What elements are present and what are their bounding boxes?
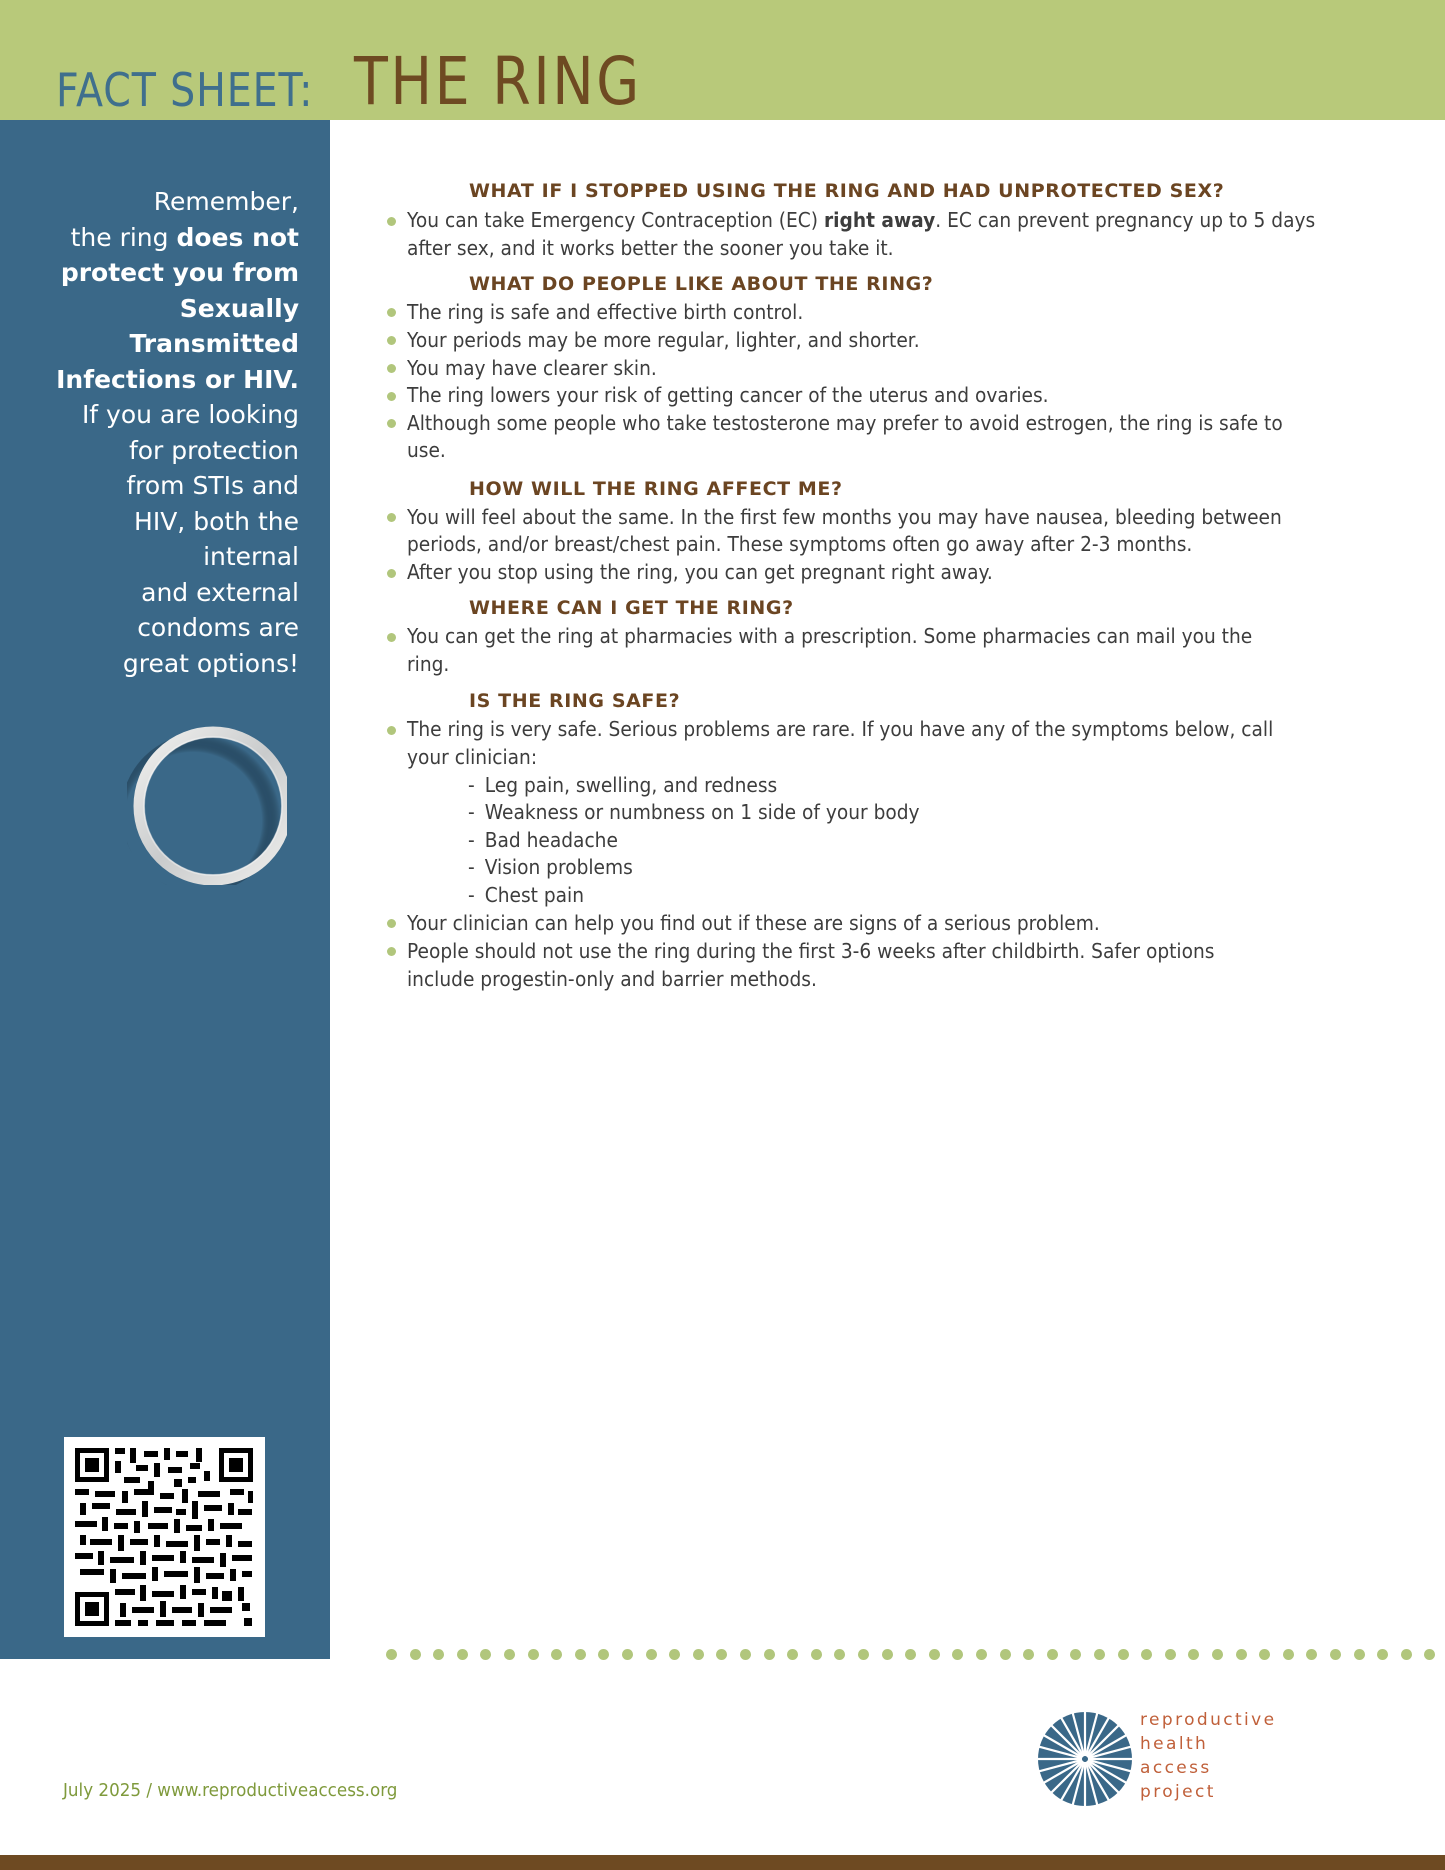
divider-dot [716,1649,727,1660]
bullet-icon [387,419,396,428]
dash-marker: - [468,855,475,879]
divider-dot [1283,1649,1294,1660]
dash-marker: - [468,883,475,907]
bullet-icon [387,947,396,956]
bullet-icon [387,633,396,642]
divider-dot [598,1649,609,1660]
sidebar-reminder [0,184,299,681]
bullet-line: Your clinician can help you find out if these are signs of a serious problem. [407,911,1100,935]
divider-dot [1212,1649,1223,1660]
bullet-line: your clinician: [407,745,538,769]
bullet-line: The ring is safe and effective birth control. [407,300,804,324]
divider-dot [551,1649,562,1660]
bullet-line: Your periods may be more regular, lighter, and shorter. [407,328,920,352]
divider-dot [1236,1649,1247,1660]
bullet-icon [387,569,396,578]
divider-dot [433,1649,444,1660]
divider-dot [1070,1649,1081,1660]
bullet-line: use. [407,438,446,462]
divider-dot [669,1649,680,1660]
sidebar-line: Transmitted [129,329,299,358]
footer-date-url[interactable]: July 2025 / www.reproductiveaccess.org [63,1780,398,1801]
sidebar-line: for protection [128,435,299,465]
section-heading: WHAT IF I STOPPED USING THE RING AND HAD UNPROTECTED SEX? [469,180,1225,202]
bullet-line: After you stop using the ring, you can get pregnant right away. [407,560,993,584]
sidebar-line: and external [141,577,299,607]
section-heading: HOW WILL THE RING AFFECT ME? [469,478,843,500]
divider-dot [457,1649,468,1660]
section-heading: IS THE RING SAFE? [469,690,681,712]
divider-dot [1188,1649,1199,1660]
divider-dot [858,1649,869,1660]
bullet-line: You can get the ring at pharmacies with a prescription. Some pharmacies can mail you the [407,624,1253,648]
divider-dot [1306,1649,1317,1660]
rhap-logo-text: reproductive health access project [1140,1710,1277,1802]
sidebar-line: protect you from [60,258,299,287]
divider-dot [1047,1649,1058,1660]
sidebar-line: HIV, both the [134,506,299,536]
divider-dot [740,1649,751,1660]
sidebar [0,120,330,1659]
bullet-line: You will feel about the same. In the first few months you may have nausea, bleeding between [407,505,1282,529]
section-heading: WHERE CAN I GET THE RING? [469,597,794,619]
title-prefix: FACT SHEET: [56,63,314,117]
bullet-icon [387,308,396,317]
divider-dot [882,1649,893,1660]
symptom-item: - Vision problems [468,855,633,879]
divider-dot [1000,1649,1011,1660]
divider-dot [1023,1649,1034,1660]
bullet-icon [387,336,396,345]
divider-dot [1165,1649,1176,1660]
dash-marker: - [468,800,475,824]
bullet-line: include progestin-only and barrier methods. [407,967,817,991]
bullet-icon [387,392,396,401]
page-title: THE RING [354,43,642,120]
bullet-line: People should not use the ring during the first 3-6 weeks after childbirth. Safer options [407,939,1215,963]
sidebar-line: Remember, [153,187,299,216]
bullet-line: after sex, and it works better the sooner you take it. [407,236,894,260]
divider-dot [905,1649,916,1660]
sidebar-line: condoms are [137,613,299,642]
divider-dot [1377,1649,1388,1660]
divider-dot [1424,1649,1435,1660]
divider-dot [622,1649,633,1660]
divider-dot [976,1649,987,1660]
sidebar-line: If you are looking [81,400,299,429]
bullet-icon [387,513,396,522]
bullet-line: The ring lowers your risk of getting cancer of the uterus and ovaries. [407,383,1049,407]
divider-dot [1330,1649,1341,1660]
divider-dot [1141,1649,1152,1660]
divider-dot [811,1649,822,1660]
divider-dot [504,1649,515,1660]
bottom-bar [0,1855,1445,1870]
bullet-line: You can take Emergency Contraception (EC) right away. EC can prevent pregnancy up to 5 days [407,208,1316,232]
divider-dot [1118,1649,1129,1660]
bullet-line: Although some people who take testosterone may prefer to avoid estrogen, the ring is safe to [407,411,1283,435]
symptom-item: - Bad headache [468,828,618,852]
dash-marker: - [468,828,475,852]
divider-dot [929,1649,940,1660]
header-band [0,0,1445,120]
dash-marker: - [468,773,475,797]
divider-dot [646,1649,657,1660]
bullet-line: The ring is very safe. Serious problems are rare. If you have any of the symptoms below, call [407,717,1274,741]
vaginal-ring-image [127,725,287,885]
bullet-line: periods, and/or breast/chest pain. These symptoms often go away after 2-3 months. [407,532,1193,556]
symptom-item: - Weakness or numbness on 1 side of your body [468,800,920,824]
bullet-line: You may have clearer skin. [407,356,657,380]
divider-dot [410,1649,421,1660]
divider-dot [480,1649,491,1660]
bullet-icon [387,217,396,226]
divider-dot [575,1649,586,1660]
section-heading: WHAT DO PEOPLE LIKE ABOUT THE RING? [469,273,934,295]
divider-dot [386,1649,397,1660]
sidebar-line: great options! [122,648,299,678]
sidebar-line: from STIs and [126,471,299,500]
divider-dot [528,1649,539,1660]
symptom-item: - Chest pain [468,883,585,907]
sidebar-line: the ring does not [70,222,299,252]
bullet-icon [387,726,396,735]
divider-dot [1354,1649,1365,1660]
divider-dot [952,1649,963,1660]
divider-dot [834,1649,845,1660]
divider-dot [787,1649,798,1660]
divider-dot [1401,1649,1412,1660]
divider-dot [1259,1649,1270,1660]
sidebar-line: Infections or HIV. [56,364,299,394]
bullet-line: ring. [407,652,450,676]
divider-dot [764,1649,775,1660]
bullet-icon [387,364,396,373]
rhap-logo-icon [1037,1711,1133,1807]
sidebar-line: internal [203,542,299,571]
divider-dot [1094,1649,1105,1660]
qr-code-icon [64,1437,265,1637]
sidebar-line: Sexually [179,293,299,323]
bullet-icon [387,919,396,928]
qr-code[interactable] [64,1437,265,1637]
divider-dot [693,1649,704,1660]
dotted-divider [386,1649,1445,1661]
symptom-item: - Leg pain, swelling, and redness [468,773,778,797]
